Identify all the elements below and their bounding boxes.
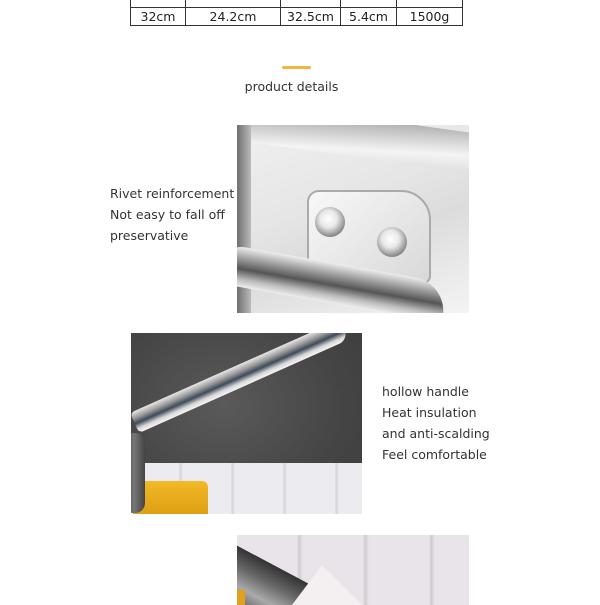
spec-weight: 1500g	[397, 8, 463, 26]
feature-line: Not easy to fall off	[110, 207, 225, 222]
hollow-handle-photo	[131, 333, 362, 514]
feature-line: and anti-scalding	[382, 426, 490, 441]
feature-line: hollow handle	[382, 384, 469, 399]
pan-rivet-closeup-photo	[237, 125, 469, 313]
feature-line: Rivet reinforcement	[110, 186, 235, 201]
section-title: product details	[244, 79, 339, 94]
section-accent-bar	[282, 66, 311, 69]
feature-line: Feel comfortable	[382, 447, 487, 462]
handle-joint-photo	[237, 535, 469, 605]
spec-table-row-partial	[131, 0, 463, 8]
spec-diameter: 32cm	[131, 8, 186, 26]
spec-height: 5.4cm	[341, 8, 397, 26]
feature-text-handle	[382, 381, 490, 465]
spec-table-row	[131, 8, 463, 26]
spec-table	[130, 0, 463, 26]
rivet-icon	[315, 207, 345, 237]
rivet-icon	[377, 227, 407, 257]
feature-text-rivet	[110, 183, 234, 246]
feature-line: Heat insulation	[382, 405, 477, 420]
spec-bottom-diameter: 24.2cm	[186, 8, 281, 26]
feature-line: preservative	[110, 228, 189, 243]
spec-handle-length: 32.5cm	[281, 8, 341, 26]
